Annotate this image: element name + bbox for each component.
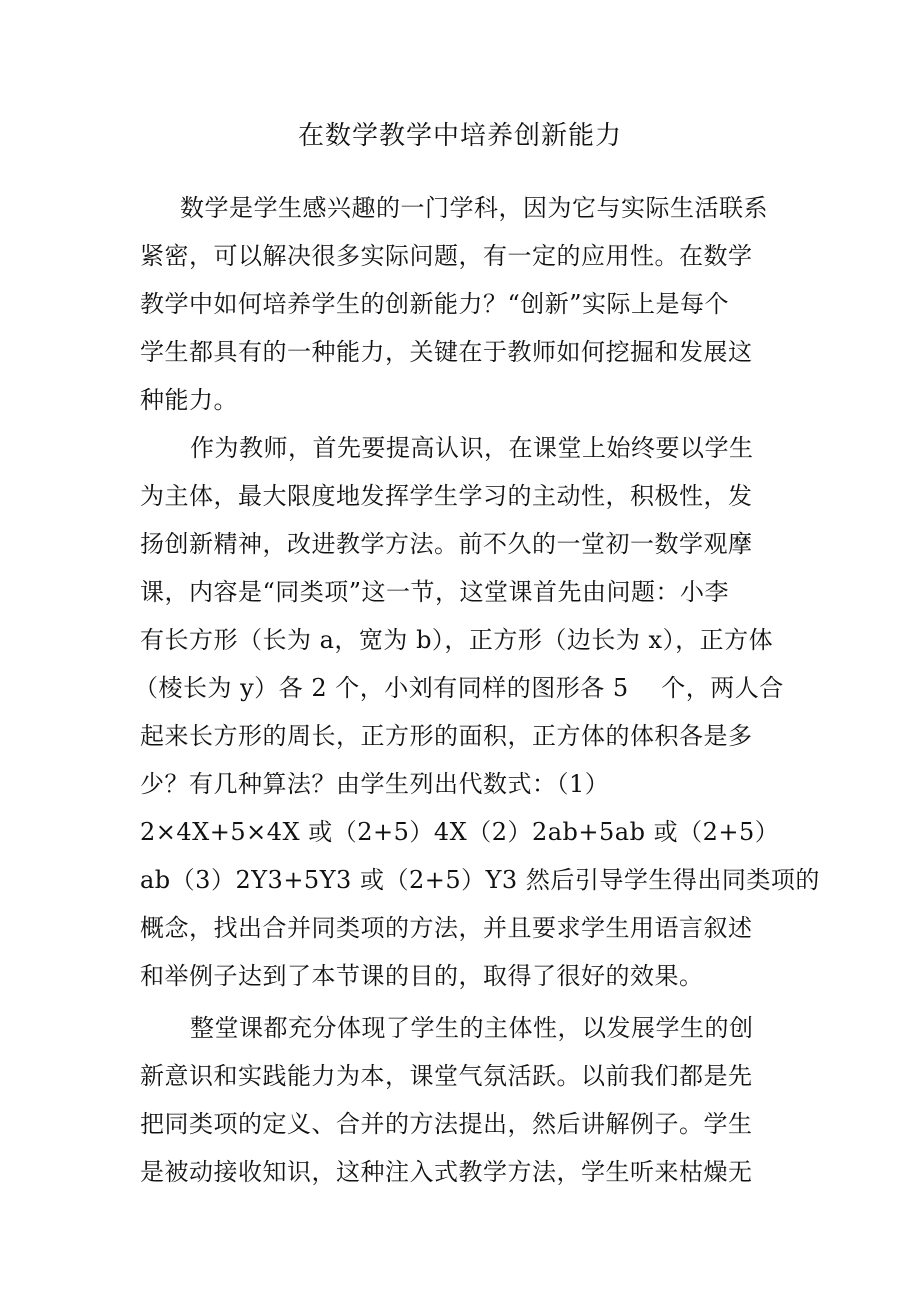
paragraph-line: 少？有几种算法？由学生列出代数式：（1） [140, 770, 610, 798]
paragraph-line: 扬创新精神，改进教学方法。前不久的一堂初一数学观摩 [140, 530, 753, 558]
paragraph-line: 整堂课都充分体现了学生的主体性，以发展学生的创 [190, 1014, 754, 1042]
paragraph-line: 教学中如何培养学生的创新能力？“创新”实际上是每个 [140, 290, 730, 318]
paragraph-line: 把同类项的定义、合并的方法提出，然后讲解例子。学生 [140, 1110, 753, 1138]
paragraph-line: 作为教师，首先要提高认识，在课堂上始终要以学生 [190, 434, 754, 462]
paragraph-line: 和举例子达到了本节课的目的，取得了很好的效果。 [140, 962, 704, 990]
paragraph-line: 种能力。 [140, 386, 238, 414]
paragraph-line: 为主体，最大限度地发挥学生学习的主动性，积极性，发 [140, 482, 753, 510]
paragraph-line: 概念，找出合并同类项的方法，并且要求学生用语言叙述 [140, 914, 753, 942]
paragraph-line: 2×4X+5×4X 或（2+5）4X（2）2ab+5ab 或（2+5） [140, 818, 780, 846]
paragraph-line: （棱长为 y）各 2 个，小刘有同样的图形各 5 个，两人合 [134, 674, 784, 702]
paragraph-line: 紧密，可以解决很多实际问题，有一定的应用性。在数学 [140, 242, 753, 270]
paragraph-line: 有长方形（长为 a，宽为 b），正方形（边长为 x），正方体 [140, 626, 774, 654]
paragraph-line: 起来长方形的周长，正方形的面积，正方体的体积各是多 [140, 722, 753, 750]
paragraph-line: 是被动接收知识，这种注入式教学方法，学生听来枯燥无 [140, 1158, 753, 1186]
paragraph-line: 学生都具有的一种能力，关键在于教师如何挖掘和发展这 [140, 338, 753, 366]
paragraph-line: ab（3）2Y3+5Y3 或（2+5）Y3 然后引导学生得出同类项的 [140, 866, 820, 894]
document-title: 在数学教学中培养创新能力 [297, 121, 622, 151]
paragraph-line: 新意识和实践能力为本，课堂气氛活跃。以前我们都是先 [140, 1062, 753, 1090]
paragraph-line: 课，内容是“同类项”这一节，这堂课首先由问题：小李 [140, 578, 730, 606]
paragraph-line: 数学是学生感兴趣的一门学科，因为它与实际生活联系 [180, 194, 768, 222]
